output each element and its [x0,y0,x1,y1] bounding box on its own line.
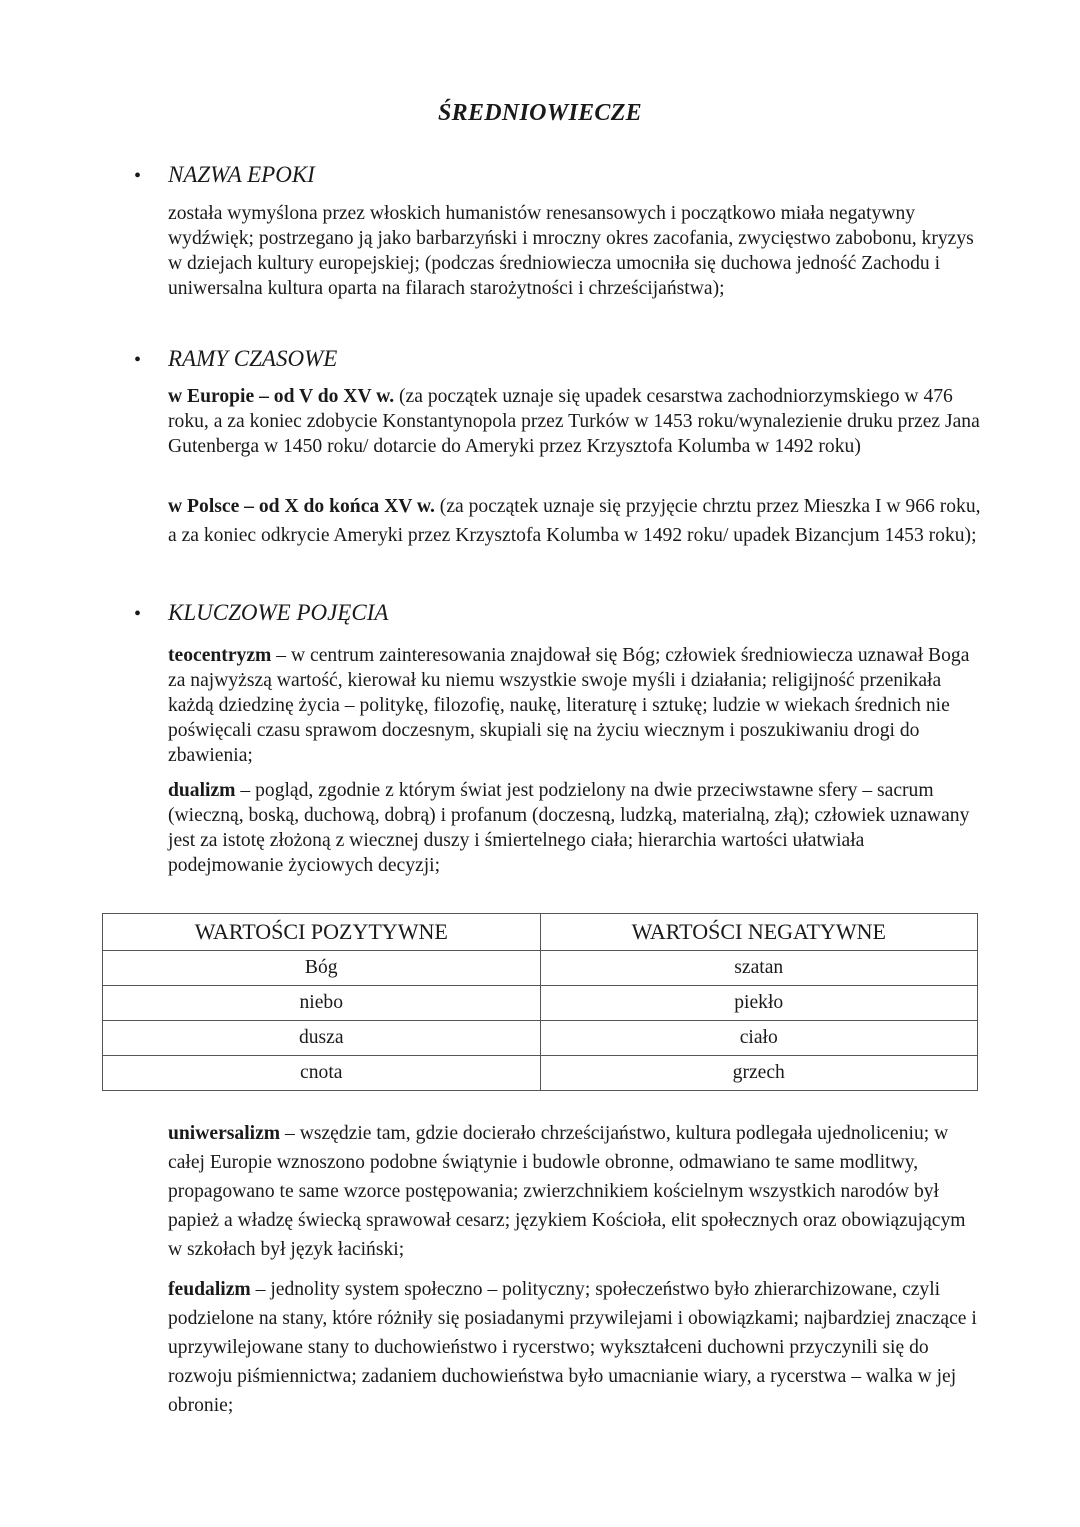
cell-positive: Bóg [103,951,541,986]
term-polska: w Polsce – od X do końca XV w. [168,496,435,517]
text-polska: (za początek uznaje się przyjęcie chrztu przez Mieszka I w 966 roku, a za koniec odkrycie Ameryki przez Krzysztofa Kolumba w 1492 roku/ upadek Bizancjum 1453 roku); [168,496,981,546]
paragraph-ramy-polska [168,492,983,550]
paragraph-teocentryzm [168,643,983,768]
table-row [103,1056,978,1091]
term-dualizm: dualizm [168,780,236,801]
header-negative: WARTOŚCI NEGATYWNE [540,914,978,951]
heading-kluczowe-pojecia: KLUCZOWE POJĘCIA [168,600,389,625]
term-europa: w Europie – od V do XV w. [168,386,395,407]
term-teocentryzm: teocentryzm [168,645,272,666]
cell-negative: szatan [540,951,978,986]
values-table [102,913,978,1091]
cell-positive: niebo [103,986,541,1021]
heading-nazwa-epoki: NAZWA EPOKI [168,162,315,187]
paragraph-dualizm [168,778,983,878]
cell-negative: grzech [540,1056,978,1091]
text-dualizm: – pogląd, zgodnie z którym świat jest podzielony na dwie przeciwstawne sfery – sacrum (wieczną, boską, duchową, dobrą) i profanum (doczesną, ludzką, materialną, złą); człowiek uznawany jest za istotę złożoną z wiecznej duszy i śmiertelnego ciała; hierarchia wartości ułatwiała podejmowanie życiowych decyzji; [168,780,970,876]
header-positive: WARTOŚCI POZYTYWNE [103,914,541,951]
term-uniwersalizm: uniwersalizm [168,1123,281,1144]
bullet-pojecia: • [134,603,142,625]
text-teocentryzm: – w centrum zainteresowania znajdował się Bóg; człowiek średniowiecza uznawał Boga za najwyższą wartość, kierował ku niemu wszystkie swoje myśli i działania; religijność przenikała każdą dziedzinę życia – politykę, filozofię, naukę, literaturę i sztukę; ludzie w wiekach średnich nie poświęcali czasu sprawom doczesnym, skupiali się na życiu wiecznym i poszukiwaniu drogi do zbawienia; [168,645,970,766]
cell-positive: cnota [103,1056,541,1091]
term-feudalizm: feudalizm [168,1279,251,1300]
cell-negative: ciało [540,1021,978,1056]
cell-positive: dusza [103,1021,541,1056]
cell-negative: piekło [540,986,978,1021]
table-row [103,1021,978,1056]
heading-ramy-czasowe: RAMY CZASOWE [168,346,338,371]
table-row [103,986,978,1021]
paragraph-nazwa-epoki: została wymyślona przez włoskich humanistów renesansowych i początkowo miała negatywny wydźwięk; postrzegano ją jako barbarzyński i mroczny okres zacofania, zwycięstwo zabobonu, kryzys w dziejach kultury europejskiej; (podczas średniowiecza umocniła się duchowa jedność Zachodu i uniwersalna kultura oparta na filarach starożytności i chrześcijaństwa); [168,203,974,299]
text-uniwersalizm: – wszędzie tam, gdzie docierało chrześcijaństwo, kultura podlegała ujednoliceniu; w całej Europie wznoszono podobne świątynie i budowle obronne, odmawiano te same modlitwy, propagowano te same wzorce postępowania; zwierzchnikiem kościelnym wszystkich narodów był papież a władzę świecką sprawował cesarz; językiem Kościoła, elit społecznych oraz obowiązującym w szkołach był język łaciński; [168,1123,966,1260]
text-feudalizm: – jednolity system społeczno – polityczny; społeczeństwo było zhierarchizowane, czyli podzielone na stany, które różniły się posiadanymi przywilejami i obowiązkami; najbardziej znaczące i uprzywilejowane stany to duchowieństwo i rycerstwo; wykształceni duchowni przyczynili się do rozwoju piśmiennictwa; zadaniem duchowieństwa było umacnianie wiary, a rycerstwa – walka w jej obronie; [168,1279,977,1416]
text-europa: (za początek uznaje się upadek cesarstwa zachodniorzymskiego w 476 roku, a za koniec zdobycie Konstantynopola przez Turków w 1453 roku/wynalezienie druku przez Jana Gutenberga w 1450 roku/ dotarcie do Ameryki przez Krzysztofa Kolumba w 1492 roku) [168,386,980,457]
paragraph-uniwersalizm [168,1119,983,1264]
table-row [103,951,978,986]
page-title: ŚREDNIOWIECZE [438,100,642,126]
bullet-nazwa: • [134,165,142,187]
bullet-ramy: • [134,349,142,371]
table-header-row [103,914,978,951]
paragraph-ramy-europa [168,384,983,459]
paragraph-feudalizm [168,1275,983,1420]
